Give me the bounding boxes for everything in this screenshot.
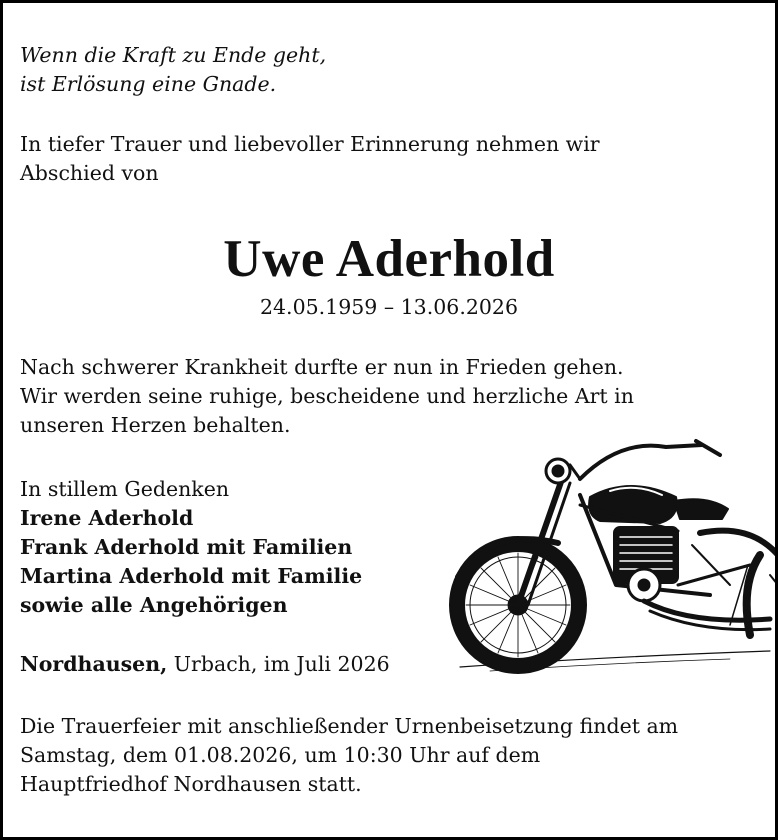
motorcycle-illustration xyxy=(430,435,778,675)
mourner-name: Irene Aderhold xyxy=(20,506,194,530)
life-dates: 24.05.1959 – 13.06.2026 xyxy=(259,295,519,319)
deceased-name: Uwe Aderhold xyxy=(223,230,555,288)
farewell-text xyxy=(20,353,634,440)
intro-line: Abschied von xyxy=(20,161,159,185)
motto-quote xyxy=(20,41,326,99)
place-date-line xyxy=(20,650,390,679)
motto-line: Wenn die Kraft zu Ende geht, xyxy=(20,43,327,67)
service-line: Samstag, dem 01.08.2026, um 10:30 Uhr auf dem xyxy=(20,743,541,767)
place-rest: Urbach, im Juli 2026 xyxy=(167,652,390,676)
mourner-name: sowie alle Angehörigen xyxy=(20,593,288,617)
farewell-line: Nach schwerer Krankheit durfte er nun in Frieden gehen. xyxy=(20,355,624,379)
mourner-name: Frank Aderhold mit Familien xyxy=(20,535,353,559)
intro-line: In tiefer Trauer und liebevoller Erinnerung nehmen wir xyxy=(20,132,600,156)
mourners-block xyxy=(20,475,362,620)
mourner-name: Martina Aderhold mit Familie xyxy=(20,564,363,588)
motto-line: ist Erlösung eine Gnade. xyxy=(20,72,277,96)
farewell-line: unseren Herzen behalten. xyxy=(20,413,291,437)
place-city: Nordhausen, xyxy=(20,652,168,676)
service-info xyxy=(20,712,678,799)
service-line: Hauptfriedhof Nordhausen statt. xyxy=(20,772,362,796)
intro-text xyxy=(20,130,600,188)
service-line: Die Trauerfeier mit anschließender Urnenbeisetzung findet am xyxy=(20,714,679,738)
mourners-heading: In stillem Gedenken xyxy=(20,477,230,501)
farewell-line: Wir werden seine ruhige, bescheidene und herzliche Art in xyxy=(20,384,634,408)
